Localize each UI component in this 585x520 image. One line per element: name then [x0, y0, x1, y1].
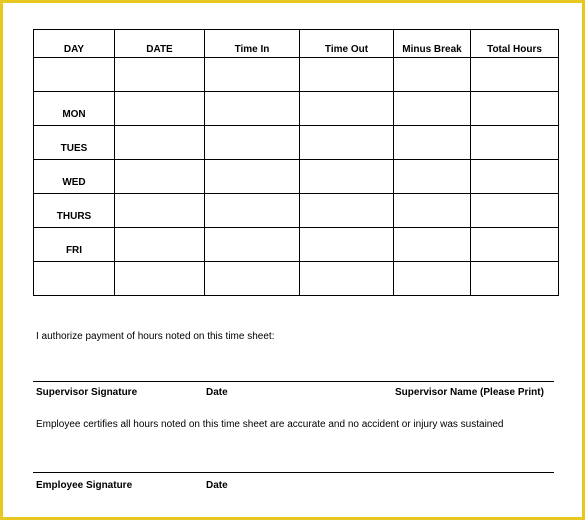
header-minus-break: Minus Break — [394, 30, 471, 58]
time-in-cell[interactable] — [205, 92, 300, 126]
minus-break-cell[interactable] — [394, 126, 471, 160]
table-row — [34, 92, 559, 126]
time-out-cell[interactable] — [300, 228, 394, 262]
table-row — [34, 58, 559, 92]
table-row — [34, 262, 559, 296]
employee-certification-statement: Employee certifies all hours noted on this time sheet are accurate and no accident or injury was sustained — [36, 419, 504, 430]
supervisor-name-label: Supervisor Name (Please Print) — [395, 387, 544, 398]
time-in-cell[interactable] — [205, 262, 300, 296]
table-row — [34, 160, 559, 194]
supervisor-signature-line[interactable] — [33, 381, 554, 382]
minus-break-cell[interactable] — [394, 262, 471, 296]
table-row — [34, 126, 559, 160]
date-cell[interactable] — [115, 92, 205, 126]
total-hours-cell[interactable] — [471, 262, 559, 296]
table-row — [34, 194, 559, 228]
time-in-cell[interactable] — [205, 160, 300, 194]
total-hours-cell[interactable] — [471, 92, 559, 126]
header-date: DATE — [115, 30, 205, 58]
date-cell[interactable] — [115, 228, 205, 262]
total-hours-cell[interactable] — [471, 160, 559, 194]
table-row — [34, 228, 559, 262]
table-header-row — [34, 30, 559, 58]
time-in-cell[interactable] — [205, 126, 300, 160]
employee-signature-line[interactable] — [33, 472, 554, 473]
time-in-cell[interactable] — [205, 228, 300, 262]
time-in-cell[interactable] — [205, 58, 300, 92]
authorization-statement: I authorize payment of hours noted on this time sheet: — [36, 331, 275, 342]
day-cell: MON — [34, 92, 115, 126]
time-out-cell[interactable] — [300, 92, 394, 126]
time-in-cell[interactable] — [205, 194, 300, 228]
total-hours-cell[interactable] — [471, 194, 559, 228]
day-cell: FRI — [34, 228, 115, 262]
time-out-cell[interactable] — [300, 160, 394, 194]
time-out-cell[interactable] — [300, 126, 394, 160]
total-hours-cell[interactable] — [471, 58, 559, 92]
date-cell[interactable] — [115, 126, 205, 160]
time-out-cell[interactable] — [300, 58, 394, 92]
day-cell: WED — [34, 160, 115, 194]
minus-break-cell[interactable] — [394, 194, 471, 228]
day-cell — [34, 58, 115, 92]
minus-break-cell[interactable] — [394, 58, 471, 92]
day-cell — [34, 262, 115, 296]
day-cell: TUES — [34, 126, 115, 160]
header-time-out: Time Out — [300, 30, 394, 58]
header-time-in: Time In — [205, 30, 300, 58]
date-cell[interactable] — [115, 194, 205, 228]
employee-date-label: Date — [206, 480, 228, 491]
total-hours-cell[interactable] — [471, 228, 559, 262]
time-out-cell[interactable] — [300, 194, 394, 228]
timesheet-table — [33, 29, 559, 296]
supervisor-signature-label: Supervisor Signature — [36, 387, 138, 398]
employee-signature-label: Employee Signature — [36, 480, 133, 491]
total-hours-cell[interactable] — [471, 126, 559, 160]
time-out-cell[interactable] — [300, 262, 394, 296]
header-day: DAY — [34, 30, 115, 58]
minus-break-cell[interactable] — [394, 92, 471, 126]
supervisor-date-label: Date — [206, 387, 228, 398]
minus-break-cell[interactable] — [394, 228, 471, 262]
date-cell[interactable] — [115, 262, 205, 296]
minus-break-cell[interactable] — [394, 160, 471, 194]
day-cell: THURS — [34, 194, 115, 228]
date-cell[interactable] — [115, 58, 205, 92]
date-cell[interactable] — [115, 160, 205, 194]
header-total-hours: Total Hours — [471, 30, 559, 58]
